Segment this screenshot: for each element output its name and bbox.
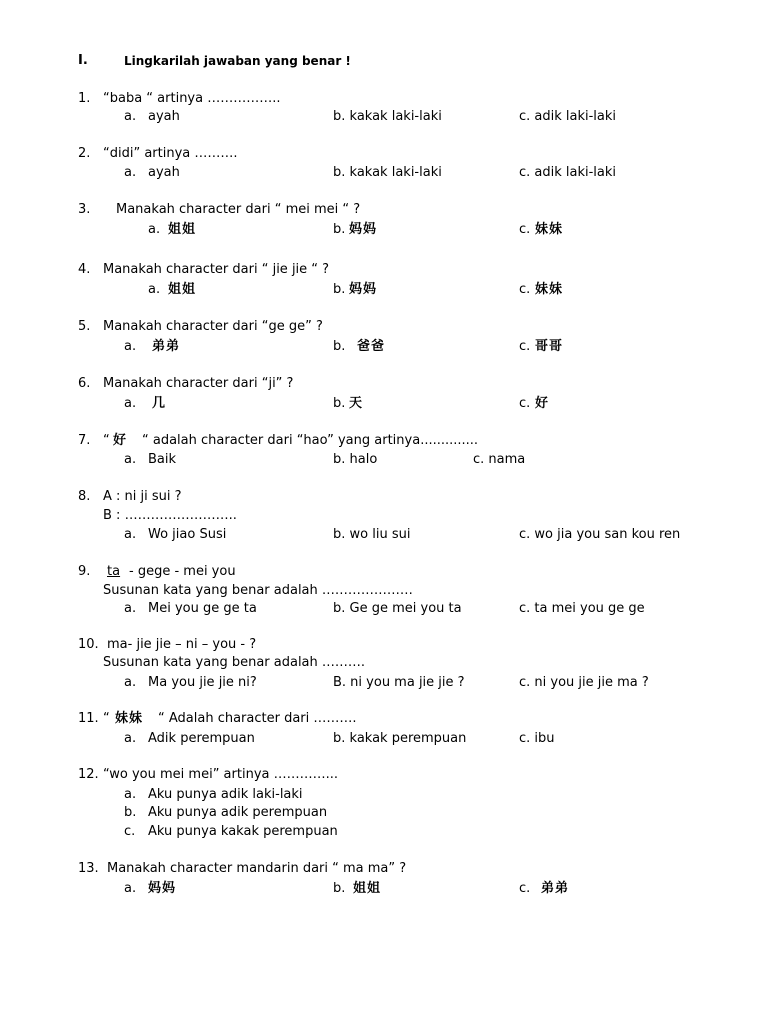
option-c: c. adik laki-laki — [519, 109, 617, 124]
option-a: Adik perempuan — [148, 731, 255, 746]
option-b: Aku punya adik perempuan — [148, 805, 328, 820]
option-c: 妹妹 — [535, 282, 564, 297]
question-prompt: Manakah character dari “ge ge” ? — [103, 319, 323, 334]
dialog-line-b: B : …………………….. — [103, 508, 237, 523]
question-prompt: Manakah character dari “ mei mei “ ? — [116, 202, 361, 217]
option-b: 姐姐 — [353, 881, 382, 896]
option-letter: a. — [124, 109, 137, 124]
option-letter: a. — [124, 396, 137, 411]
question-prompt: Manakah character dari “ jie jie “ ? — [103, 262, 330, 277]
option-a: Ma you jie jie ni? — [148, 675, 257, 690]
option-c: Aku punya kakak perempuan — [148, 824, 338, 839]
option-a: 姐姐 — [168, 282, 197, 297]
option-a: Wo jiao Susi — [148, 527, 227, 542]
option-letter: a. — [124, 452, 137, 467]
option-letter: a. — [124, 675, 137, 690]
option-a: 弟弟 — [152, 339, 181, 354]
question-number: 12. — [78, 767, 99, 782]
option-b: 妈妈 — [349, 222, 378, 237]
option-a: ayah — [148, 165, 180, 180]
option-letter: c. — [519, 396, 531, 411]
option-a: 姐姐 — [168, 222, 197, 237]
option-b: b. wo liu sui — [333, 527, 411, 542]
option-a: ayah — [148, 109, 180, 124]
option-a: 妈妈 — [148, 881, 177, 896]
option-c: 好 — [535, 396, 550, 411]
option-letter: b. — [124, 805, 137, 820]
question-number: 2. — [78, 146, 91, 161]
option-b: b. kakak laki-laki — [333, 165, 442, 180]
option-b: 爸爸 — [357, 339, 386, 354]
option-letter: a. — [148, 282, 161, 297]
option-c: 弟弟 — [541, 881, 570, 896]
option-b: 天 — [349, 396, 364, 411]
option-letter: c. — [519, 222, 531, 237]
option-c: 哥哥 — [535, 339, 564, 354]
section-instruction: Lingkarilah jawaban yang benar ! — [124, 54, 351, 68]
question-number: 7. — [78, 433, 91, 448]
section-number: I. — [78, 53, 88, 68]
option-letter: a. — [124, 881, 137, 896]
option-letter: c. — [519, 282, 531, 297]
option-letter: b. — [333, 881, 346, 896]
dialog-line-a: A : ni ji sui ? — [103, 489, 182, 504]
option-a: Baik — [148, 452, 177, 467]
question-number: 9. — [78, 564, 91, 579]
word-ta: ta — [107, 564, 121, 579]
option-letter: a. — [124, 601, 137, 616]
question-prompt: “didi” artinya ………. — [103, 146, 238, 161]
question-number: 8. — [78, 489, 91, 504]
question-number: 4. — [78, 262, 91, 277]
option-b: b. kakak perempuan — [333, 731, 467, 746]
question-subprompt: Susunan kata yang benar adalah ………………… — [103, 583, 413, 598]
quote-mark: “ — [103, 711, 110, 726]
question-prompt: “baba “ artinya …………….. — [103, 91, 281, 106]
option-letter: a. — [148, 222, 161, 237]
question-number: 10. — [78, 637, 99, 652]
quote-mark: “ — [103, 433, 110, 448]
question-number: 13. — [78, 861, 99, 876]
option-letter: c. — [519, 881, 531, 896]
option-b: b. Ge ge mei you ta — [333, 601, 462, 616]
option-letter: b. — [333, 222, 346, 237]
question-number: 3. — [78, 202, 91, 217]
question-number: 1. — [78, 91, 91, 106]
prompt-character: 好 — [113, 433, 128, 448]
option-c: c. nama — [473, 452, 526, 467]
option-letter: a. — [124, 339, 137, 354]
option-b: b. kakak laki-laki — [333, 109, 442, 124]
option-a: 几 — [152, 396, 167, 411]
option-b: 妈妈 — [349, 282, 378, 297]
option-b: B. ni you ma jie jie ? — [333, 675, 465, 690]
option-a: Aku punya adik laki-laki — [148, 787, 303, 802]
option-letter: b. — [333, 282, 346, 297]
question-number: 5. — [78, 319, 91, 334]
question-prompt: ma- jie jie – ni – you - ? — [107, 637, 257, 652]
option-letter: a. — [124, 731, 137, 746]
question-prompt: - gege - mei you — [129, 564, 236, 579]
option-letter: a. — [124, 165, 137, 180]
option-letter: b. — [333, 396, 346, 411]
question-prompt: Manakah character mandarin dari “ ma ma” ? — [107, 861, 407, 876]
option-a: Mei you ge ge ta — [148, 601, 257, 616]
option-c: c. adik laki-laki — [519, 165, 617, 180]
option-letter: c. — [519, 339, 531, 354]
prompt-character: 妹妹 — [115, 711, 144, 726]
option-b: b. halo — [333, 452, 378, 467]
option-c: c. ni you jie jie ma ? — [519, 675, 649, 690]
option-c: 妹妹 — [535, 222, 564, 237]
question-number: 6. — [78, 376, 91, 391]
option-letter: a. — [124, 787, 137, 802]
option-letter: c. — [124, 824, 136, 839]
option-c: c. ta mei you ge ge — [519, 601, 645, 616]
question-number: 11. — [78, 711, 99, 726]
option-letter: a. — [124, 527, 137, 542]
question-subprompt: Susunan kata yang benar adalah ………. — [103, 655, 366, 670]
option-c: c. ibu — [519, 731, 555, 746]
question-prompt: Manakah character dari “ji” ? — [103, 376, 294, 391]
question-prompt: “ Adalah character dari ………. — [158, 711, 357, 726]
question-prompt: “ adalah character dari “hao” yang artinya.............. — [142, 433, 479, 448]
question-prompt: “wo you mei mei” artinya …………... — [103, 767, 339, 782]
option-letter: b. — [333, 339, 346, 354]
option-c: c. wo jia you san kou ren — [519, 527, 681, 542]
